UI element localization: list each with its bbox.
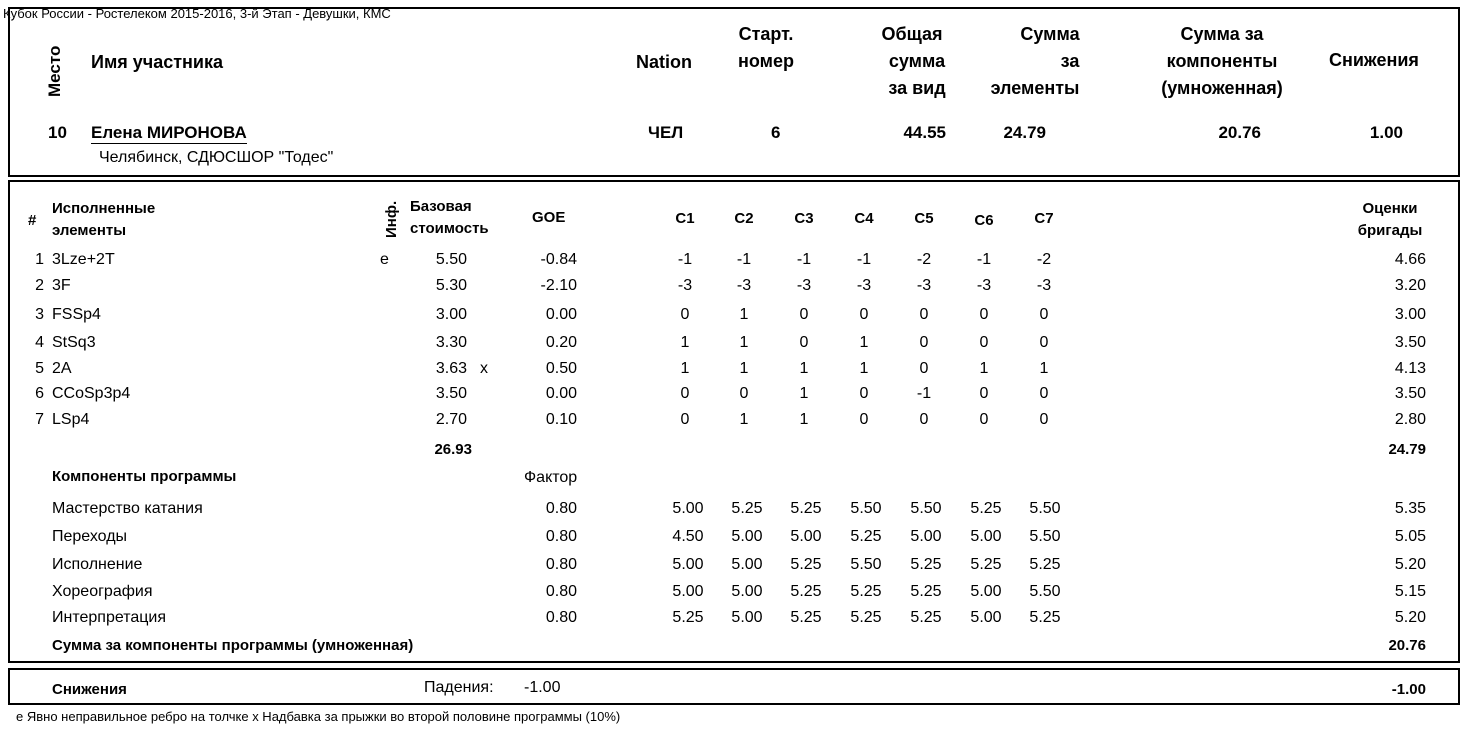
deductions-total: -1.00: [1391, 681, 1426, 698]
components-score-header: Сумма за компоненты (умноженная): [1161, 24, 1283, 98]
element-name: CCoSp3p4: [52, 385, 131, 402]
panel-score-header: Оценки бригады: [1357, 200, 1423, 239]
element-goe: 0.20: [545, 334, 577, 351]
element-number: 1: [35, 251, 44, 268]
component-name: Хореография: [52, 583, 153, 600]
component-judge-score: 5.25: [850, 609, 882, 626]
element-judge-score: -3: [916, 277, 932, 294]
skater-place: 10: [48, 123, 67, 142]
component-judge-score: 5.00: [731, 583, 763, 600]
start-number-header: Старт. номер: [738, 24, 794, 71]
element-judge-score: 0: [680, 385, 690, 402]
component-judge-score: 5.25: [790, 500, 822, 517]
element-judge-score: 0: [680, 411, 690, 428]
element-judge-score: 0: [859, 306, 869, 323]
program-components-header: Компоненты программы: [52, 468, 237, 485]
element-judge-score: -3: [796, 277, 812, 294]
element-goe: 0.10: [545, 411, 577, 428]
element-name: 2A: [52, 360, 72, 377]
component-judge-score: 5.00: [970, 609, 1002, 626]
judge-header-4: C4: [854, 210, 874, 227]
judge-header-1: C1: [675, 210, 695, 227]
element-number: 6: [35, 385, 44, 402]
element-base-value: 3.63: [435, 360, 467, 377]
place-header: Место: [45, 45, 64, 97]
component-judge-score: 5.00: [790, 528, 822, 545]
element-bonus-mark: x: [480, 360, 488, 377]
element-judge-score: -1: [677, 251, 693, 268]
component-judge-score: 5.00: [731, 528, 763, 545]
judge-header-2: C2: [734, 210, 754, 227]
falls-label: Падения:: [424, 679, 494, 696]
element-goe: 0.00: [545, 385, 577, 402]
component-judge-score: 5.25: [910, 609, 942, 626]
element-judge-score: 0: [799, 306, 809, 323]
component-judge-score: 5.50: [850, 556, 882, 573]
base-value-total: 26.93: [434, 441, 472, 458]
element-base-value: 5.30: [435, 277, 467, 294]
element-judge-score: 1: [680, 334, 690, 351]
executed-elements-header: Исполненные элементы: [52, 200, 156, 239]
element-number: 4: [35, 334, 44, 351]
component-judge-score: 5.25: [850, 528, 882, 545]
component-judge-score: 5.00: [672, 583, 704, 600]
element-judge-score: 0: [1039, 385, 1049, 402]
component-judge-score: 5.00: [672, 500, 704, 517]
component-judge-score: 5.25: [850, 583, 882, 600]
element-judge-score: 1: [739, 306, 749, 323]
component-judge-score: 5.00: [731, 609, 763, 626]
judge-header-3: C3: [794, 210, 814, 227]
component-panel-score: 5.20: [1394, 609, 1426, 626]
element-judge-score: 1: [739, 360, 749, 377]
element-panel-score: 3.20: [1394, 277, 1426, 294]
element-judge-score: 0: [979, 411, 989, 428]
skater-nation: ЧЕЛ: [648, 123, 684, 142]
name-header: Имя участника: [91, 52, 224, 72]
component-judge-score: 5.50: [850, 500, 882, 517]
element-judge-score: 0: [859, 385, 869, 402]
footnote: e Явно неправильное ребро на толчке x Надбавка за прыжки во второй половине программы (10%): [16, 709, 621, 724]
judge-header-6: C6: [974, 212, 994, 229]
element-judge-score: 0: [1039, 334, 1049, 351]
element-judge-score: 1: [859, 334, 869, 351]
element-judge-score: 0: [919, 411, 929, 428]
skater-total-score: 44.55: [903, 123, 946, 142]
element-base-value: 2.70: [435, 411, 467, 428]
element-number: 2: [35, 277, 44, 294]
components-total-label: Сумма за компоненты программы (умноженная): [52, 637, 414, 654]
info-header: Инф.: [383, 200, 400, 238]
component-panel-score: 5.20: [1394, 556, 1426, 573]
component-judge-score: 5.50: [1029, 528, 1061, 545]
element-number-header: #: [28, 212, 37, 229]
element-name: StSq3: [52, 334, 96, 351]
element-judge-score: 1: [1039, 360, 1049, 377]
element-judge-score: 1: [799, 385, 809, 402]
element-judge-score: -1: [916, 385, 932, 402]
component-judge-score: 5.25: [790, 556, 822, 573]
element-judge-score: 1: [739, 334, 749, 351]
skater-components-score: 20.76: [1218, 123, 1261, 142]
element-judge-score: -1: [796, 251, 812, 268]
skater-name: Елена МИРОНОВА: [91, 123, 247, 142]
element-judge-score: 0: [919, 334, 929, 351]
component-panel-score: 5.05: [1394, 528, 1426, 545]
element-judge-score: 0: [1039, 411, 1049, 428]
component-factor: 0.80: [545, 583, 577, 600]
component-judge-score: 5.25: [790, 583, 822, 600]
element-judge-score: 0: [919, 360, 929, 377]
element-panel-score: 4.13: [1394, 360, 1426, 377]
element-judge-score: 0: [1039, 306, 1049, 323]
element-panel-score: 4.66: [1394, 251, 1426, 268]
element-judge-score: 1: [979, 360, 989, 377]
element-base-value: 3.50: [435, 385, 467, 402]
component-judge-score: 5.50: [910, 500, 942, 517]
element-panel-score: 3.50: [1394, 385, 1426, 402]
element-number: 3: [35, 306, 44, 323]
component-judge-score: 5.00: [910, 528, 942, 545]
element-judge-score: -3: [677, 277, 693, 294]
component-judge-score: 5.00: [731, 556, 763, 573]
element-judge-score: -2: [1036, 251, 1052, 268]
elements-score-header: Сумма за элементы: [990, 24, 1080, 98]
deductions-label: Снижения: [52, 681, 127, 698]
element-judge-score: -1: [736, 251, 752, 268]
element-judge-score: 1: [680, 360, 690, 377]
component-judge-score: 5.00: [970, 528, 1002, 545]
element-name: 3Lze+2T: [52, 251, 115, 268]
element-judge-score: -3: [736, 277, 752, 294]
element-judge-score: -3: [976, 277, 992, 294]
element-goe: -2.10: [540, 277, 577, 294]
skater-club: Челябинск, СДЮСШОР "Тодес": [99, 149, 334, 166]
element-goe: 0.00: [545, 306, 577, 323]
element-judge-score: 1: [799, 411, 809, 428]
component-factor: 0.80: [545, 528, 577, 545]
element-judge-score: 0: [739, 385, 749, 402]
element-number: 7: [35, 411, 44, 428]
element-goe: -0.84: [540, 251, 577, 268]
element-judge-score: 0: [859, 411, 869, 428]
component-judge-score: 4.50: [672, 528, 704, 545]
component-name: Мастерство катания: [52, 500, 203, 517]
component-judge-score: 5.25: [910, 583, 942, 600]
element-name: FSSp4: [52, 306, 101, 323]
element-info: e: [380, 251, 389, 268]
component-judge-score: 5.25: [1029, 556, 1061, 573]
element-judge-score: -3: [856, 277, 872, 294]
component-judge-score: 5.25: [731, 500, 763, 517]
element-name: 3F: [52, 277, 71, 294]
element-judge-score: 0: [979, 334, 989, 351]
component-factor: 0.80: [545, 556, 577, 573]
judge-header-5: C5: [914, 210, 934, 227]
element-judge-score: -3: [1036, 277, 1052, 294]
component-judge-score: 5.25: [1029, 609, 1061, 626]
judge-header-7: C7: [1034, 210, 1054, 227]
component-factor: 0.80: [545, 500, 577, 517]
element-number: 5: [35, 360, 44, 377]
deductions-header: Снижения: [1329, 50, 1419, 70]
component-panel-score: 5.15: [1394, 583, 1426, 600]
components-total: 20.76: [1388, 637, 1426, 654]
component-judge-score: 5.25: [970, 500, 1002, 517]
factor-header: Фактор: [524, 469, 578, 486]
component-judge-score: 5.25: [970, 556, 1002, 573]
component-judge-score: 5.25: [672, 609, 704, 626]
element-judge-score: 0: [979, 385, 989, 402]
element-judge-score: 0: [979, 306, 989, 323]
event-title: Кубок России - Ростелеком 2015-2016, 3-й Этап - Девушки, КМС: [3, 6, 391, 21]
element-base-value: 3.30: [435, 334, 467, 351]
element-judge-score: -2: [916, 251, 932, 268]
element-goe: 0.50: [545, 360, 577, 377]
element-base-value: 3.00: [435, 306, 467, 323]
component-judge-score: 5.00: [672, 556, 704, 573]
component-judge-score: 5.25: [910, 556, 942, 573]
element-base-value: 5.50: [435, 251, 467, 268]
element-judge-score: 1: [739, 411, 749, 428]
element-judge-score: 0: [680, 306, 690, 323]
element-name: LSp4: [52, 411, 90, 428]
element-judge-score: 1: [799, 360, 809, 377]
component-name: Переходы: [52, 528, 128, 545]
element-judge-score: 0: [799, 334, 809, 351]
skater-elements-score: 24.79: [1003, 123, 1046, 142]
skater-deductions: 1.00: [1369, 123, 1403, 142]
element-panel-score: 3.50: [1394, 334, 1426, 351]
element-judge-score: 0: [919, 306, 929, 323]
nation-header: Nation: [636, 52, 692, 72]
goe-header: GOE: [532, 209, 566, 226]
falls-value: -1.00: [524, 679, 561, 696]
component-judge-score: 5.00: [970, 583, 1002, 600]
component-judge-score: 5.50: [1029, 500, 1061, 517]
element-judge-score: -1: [856, 251, 872, 268]
component-panel-score: 5.35: [1394, 500, 1426, 517]
element-judge-score: -1: [976, 251, 992, 268]
component-name: Интерпретация: [52, 609, 167, 626]
deductions-box: [8, 668, 1460, 705]
component-name: Исполнение: [52, 556, 143, 573]
element-panel-score: 2.80: [1394, 411, 1426, 428]
element-panel-score: 3.00: [1394, 306, 1426, 323]
component-factor: 0.80: [545, 609, 577, 626]
element-judge-score: 1: [859, 360, 869, 377]
component-judge-score: 5.25: [790, 609, 822, 626]
elements-total: 24.79: [1388, 441, 1426, 458]
base-value-header: Базовая стоимость: [410, 198, 489, 237]
skater-start-number: 6: [771, 123, 781, 142]
component-judge-score: 5.50: [1029, 583, 1061, 600]
total-score-header: Общая сумма за вид: [881, 24, 946, 98]
